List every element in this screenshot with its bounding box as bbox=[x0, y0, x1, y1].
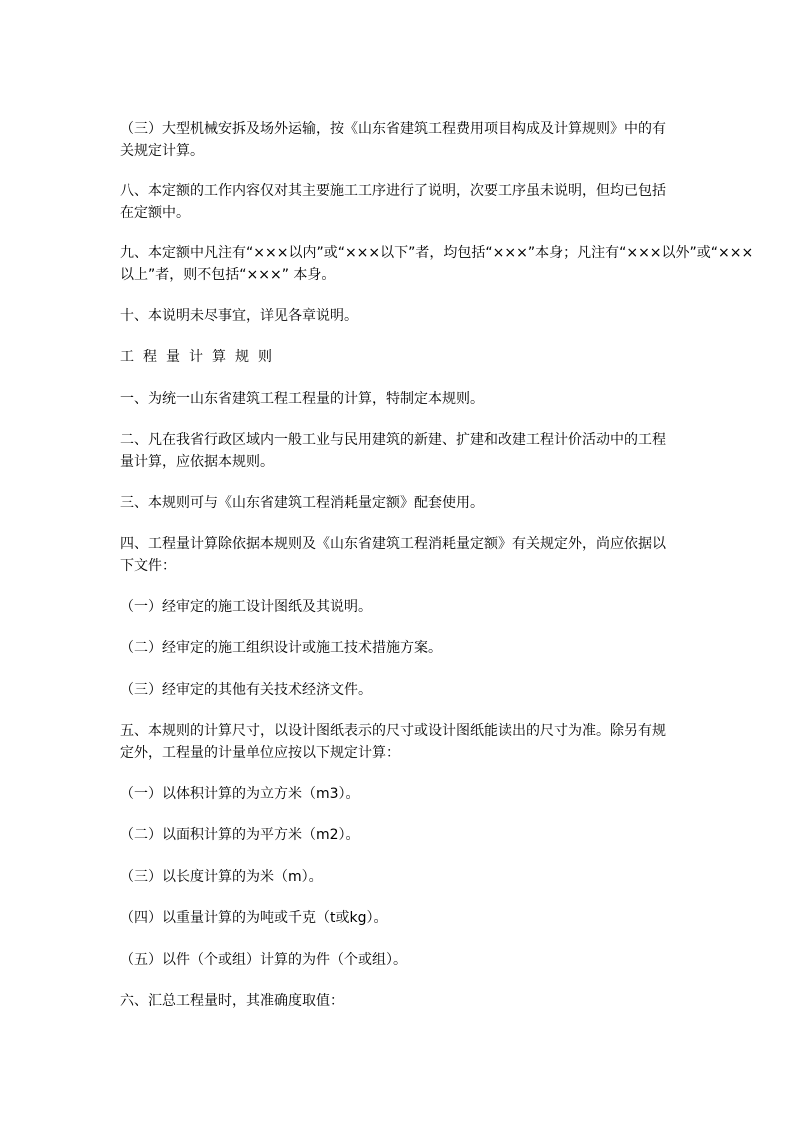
text-line: 一、为统一山东省建筑工程工程量的计算，特制定本规则。 bbox=[120, 391, 484, 407]
text-line: 下文件： bbox=[120, 558, 176, 574]
section-heading bbox=[120, 346, 680, 368]
text-line: 关规定计算。 bbox=[120, 143, 204, 159]
text-line: 二、凡在我省行政区域内一般工业与民用建筑的新建、扩建和改建工程计价活动中的工程 bbox=[120, 432, 666, 448]
text-line: 四、工程量计算除依据本规则及《山东省建筑工程消耗量定额》有关规定外，尚应依据以 bbox=[120, 536, 666, 552]
paragraph-rule-3 bbox=[120, 492, 680, 514]
paragraph-rule-4-item-2 bbox=[120, 637, 680, 659]
text-line: 在定额中。 bbox=[120, 205, 190, 221]
text-line: 九、本定额中凡注有“×××以内”或“×××以下”者，均包括“×××”本身；凡注有“×××以外”或“××× bbox=[120, 245, 754, 261]
text-line: 三、本规则可与《山东省建筑工程消耗量定额》配套使用。 bbox=[120, 495, 484, 511]
text-line: 量计算，应依据本规则。 bbox=[120, 454, 274, 470]
paragraph-item-9 bbox=[120, 242, 754, 286]
text-line: 五、本规则的计算尺寸，以设计图纸表示的尺寸或设计图纸能读出的尺寸为准。除另有规 bbox=[120, 723, 666, 739]
paragraph-rule-5 bbox=[120, 720, 680, 764]
text-line: （二）经审定的施工组织设计或施工技术措施方案。 bbox=[120, 640, 442, 656]
text-line: （三）以长度计算的为米（m）。 bbox=[120, 869, 323, 885]
paragraph-item-8 bbox=[120, 180, 680, 224]
text-line: 以上”者，则不包括“×××” 本身。 bbox=[120, 267, 336, 283]
text-line: 八、本定额的工作内容仅对其主要施工工序进行了说明，次要工序虽未说明，但均已包括 bbox=[120, 183, 666, 199]
paragraph-rule-4-item-3 bbox=[120, 679, 680, 701]
paragraph-rule-5-item-2 bbox=[120, 824, 680, 846]
text-line: （三）大型机械安拆及场外运输，按《山东省建筑工程费用项目构成及计算规则》中的有 bbox=[120, 121, 666, 137]
text-line: （三）经审定的其他有关技术经济文件。 bbox=[120, 682, 372, 698]
paragraph-rule-5-item-5 bbox=[120, 949, 680, 971]
text-line: 十、本说明未尽事宜，详见各章说明。 bbox=[120, 308, 358, 324]
paragraph-rule-4 bbox=[120, 533, 680, 577]
paragraph-rule-6 bbox=[120, 990, 680, 1012]
text-line: （四）以重量计算的为吨或千克（t或kg）。 bbox=[120, 910, 388, 926]
heading-text: 工程量计算规则 bbox=[120, 349, 281, 365]
paragraph-rule-4-item-1 bbox=[120, 596, 680, 618]
paragraph-rule-5-item-1 bbox=[120, 783, 680, 805]
text-line: （五）以件（个或组）计算的为件（个或组）。 bbox=[120, 952, 407, 968]
paragraph-large-machinery bbox=[120, 118, 680, 162]
text-line: （一）以体积计算的为立方米（m3）。 bbox=[120, 786, 360, 802]
text-line: （二）以面积计算的为平方米（m2）。 bbox=[120, 827, 360, 843]
paragraph-rule-5-item-4 bbox=[120, 907, 680, 929]
paragraph-rule-1 bbox=[120, 388, 680, 410]
paragraph-rule-2 bbox=[120, 429, 680, 473]
text-line: （一）经审定的施工设计图纸及其说明。 bbox=[120, 599, 372, 615]
text-line: 定外，工程量的计量单位应按以下规定计算： bbox=[120, 745, 400, 761]
paragraph-item-10 bbox=[120, 305, 680, 327]
text-line: 六、汇总工程量时，其准确度取值： bbox=[120, 993, 344, 1009]
paragraph-rule-5-item-3 bbox=[120, 866, 680, 888]
